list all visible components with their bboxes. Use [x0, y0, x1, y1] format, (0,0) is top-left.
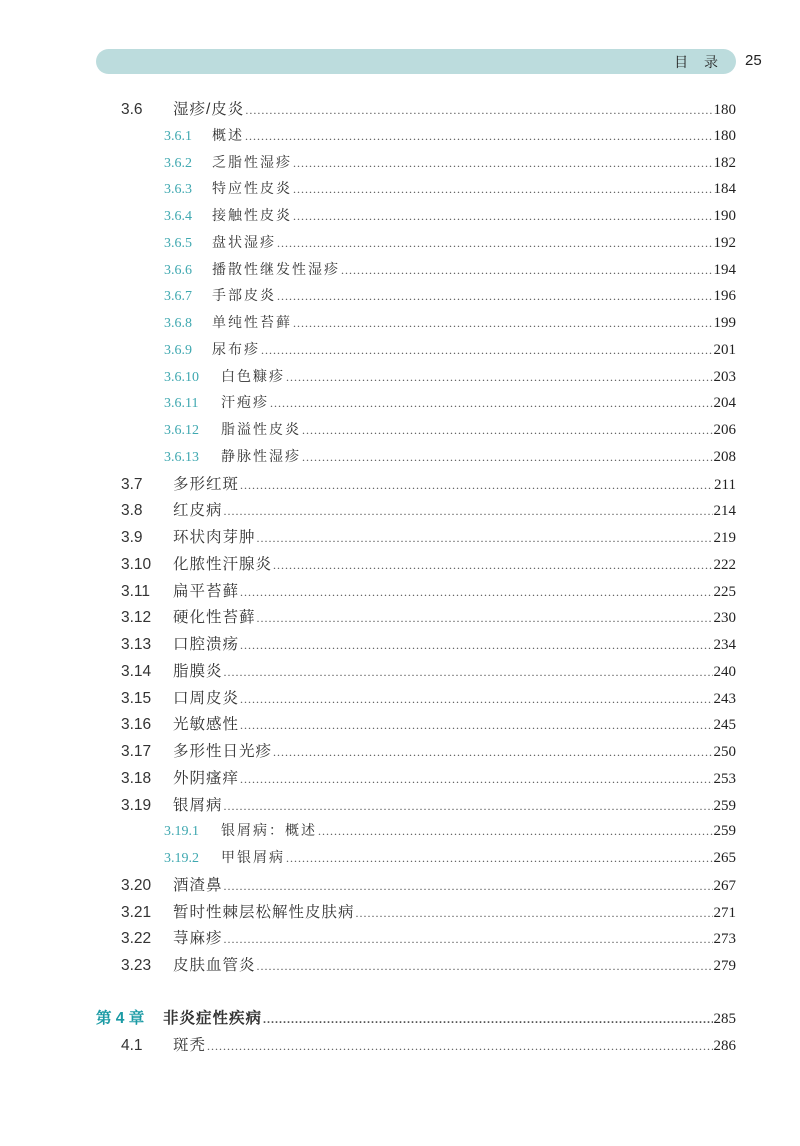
toc-leader-dots: [240, 712, 712, 739]
toc-leader-dots: [224, 873, 713, 900]
toc-subsection[interactable]: [164, 444, 736, 471]
toc-leader-dots: [302, 444, 713, 471]
toc-title: 化脓性汗腺炎: [173, 555, 273, 573]
toc-subsection[interactable]: [164, 150, 736, 177]
toc-subsection[interactable]: [164, 230, 736, 257]
toc-page-number: 273: [713, 931, 736, 948]
toc-page-number: 267: [713, 877, 736, 894]
toc-title: 银屑病：概述: [221, 824, 317, 840]
toc-page-number: 286: [713, 1037, 736, 1054]
toc-section[interactable]: [121, 604, 736, 631]
toc-title: 手部皮炎: [212, 289, 276, 305]
toc-subsection[interactable]: [164, 123, 736, 150]
toc-leader-dots: [273, 739, 712, 766]
toc-leader-dots: [270, 390, 713, 417]
toc-page-number: 259: [713, 797, 736, 814]
toc-title: 暂时性棘层松解性皮肤病: [173, 903, 355, 921]
toc-title: 盘状湿疹: [212, 235, 276, 251]
toc-subsection[interactable]: [164, 364, 736, 391]
toc-leader-dots: [293, 203, 713, 230]
toc-title: 光敏感性: [173, 716, 240, 734]
toc-section[interactable]: [121, 471, 736, 498]
toc-section[interactable]: [121, 524, 736, 551]
toc-number: 3.20: [121, 876, 152, 894]
toc-section[interactable]: [121, 872, 736, 899]
toc-subsection[interactable]: [164, 257, 736, 284]
toc-section[interactable]: [121, 685, 736, 712]
toc-title: 特应性皮炎: [212, 182, 292, 198]
toc-title: 接触性皮炎: [212, 209, 292, 224]
toc-number: 第 4 章: [96, 1009, 145, 1027]
toc-number: 3.6: [121, 101, 143, 118]
toc-leader-dots: [293, 310, 713, 337]
toc-number: 3.19.2: [164, 851, 199, 866]
toc-number: 3.19: [121, 796, 152, 814]
toc-page-number: 184: [713, 181, 736, 198]
toc-leader-dots: [224, 498, 713, 525]
toc-leader-dots: [286, 364, 713, 391]
toc-page-number: 259: [713, 823, 736, 840]
toc-page-number: 208: [713, 448, 736, 465]
toc-leader-dots: [224, 793, 713, 820]
toc-page-number: 192: [713, 234, 736, 251]
toc-number: 3.8: [121, 502, 143, 520]
toc-page-number: 245: [713, 717, 736, 734]
toc-number: 3.6.2: [164, 155, 192, 171]
toc-leader-dots: [257, 953, 713, 980]
toc-page-number: 219: [713, 530, 736, 546]
toc-number: 3.19.1: [164, 824, 199, 840]
toc-number: 3.17: [121, 743, 152, 760]
toc-number: 3.13: [121, 636, 152, 653]
toc-number: 3.6.5: [164, 235, 192, 251]
toc-subsection[interactable]: [164, 310, 736, 337]
toc-leader-dots: [224, 926, 713, 953]
toc-chapter[interactable]: [96, 1005, 736, 1032]
toc-page-number: 271: [713, 904, 736, 921]
toc-title: 红皮病: [173, 502, 223, 520]
toc-page-number: 253: [713, 770, 736, 787]
toc-section[interactable]: [121, 497, 736, 524]
toc-number: 3.6.3: [164, 182, 192, 198]
toc-number: 3.23: [121, 957, 152, 974]
toc-subsection[interactable]: [164, 417, 736, 444]
toc-subsection[interactable]: [164, 203, 736, 230]
toc-leader-dots: [207, 1033, 712, 1060]
toc-page-number: 201: [713, 341, 736, 358]
toc-title: 扁平苔藓: [173, 582, 240, 600]
toc-number: 3.18: [121, 769, 152, 787]
toc-section[interactable]: [121, 765, 736, 792]
toc-title: 概述: [212, 128, 244, 144]
toc-title: 白色糠疹: [221, 369, 285, 385]
toc-number: 3.6.13: [164, 449, 199, 465]
toc-section[interactable]: [121, 96, 736, 123]
toc-number: 3.15: [121, 689, 152, 707]
toc-page-number: 206: [713, 422, 736, 438]
toc-leader-dots: [263, 1006, 712, 1033]
toc-page-number: 234: [713, 637, 736, 653]
toc-section[interactable]: [121, 658, 736, 685]
toc-title: 环状肉芽肿: [173, 529, 256, 546]
toc-page-number: 214: [713, 503, 736, 520]
toc-page-number: 225: [713, 583, 736, 600]
toc-title: 硬化性苔藓: [173, 609, 256, 627]
toc-title: 酒渣鼻: [173, 876, 223, 894]
toc-title: 多形红斑: [173, 475, 240, 493]
toc-page-number: 265: [713, 850, 736, 866]
toc-subsection[interactable]: [164, 176, 736, 203]
toc-title: 甲银屑病: [221, 851, 285, 866]
toc-title: 单纯性苔藓: [212, 316, 292, 331]
toc-leader-dots: [277, 283, 713, 310]
toc-page-number: 204: [713, 395, 736, 412]
toc-section[interactable]: [121, 952, 736, 979]
toc-leader-dots: [224, 659, 713, 686]
toc-leader-dots: [261, 337, 713, 364]
toc-title: 银屑病: [173, 796, 223, 814]
toc-page-number: 194: [713, 261, 736, 278]
toc-number: 3.9: [121, 529, 143, 546]
toc-leader-dots: [318, 818, 713, 845]
toc-subsection[interactable]: [164, 818, 736, 845]
toc-section[interactable]: [121, 551, 736, 578]
toc-title: 尿布疹: [212, 342, 260, 358]
toc-number: 3.14: [121, 662, 152, 680]
toc-number: 3.6.9: [164, 342, 192, 358]
toc-page-number: 240: [713, 663, 736, 680]
toc-leader-dots: [240, 686, 712, 713]
toc-leader-dots: [240, 472, 713, 499]
toc-page-number: 180: [713, 127, 736, 144]
header-bar: [96, 49, 736, 74]
toc-number: 3.6.7: [164, 289, 192, 305]
toc-subsection[interactable]: [164, 283, 736, 310]
toc-leader-dots: [341, 257, 713, 284]
toc-number: 3.6.8: [164, 316, 192, 331]
toc-title: 静脉性湿疹: [221, 449, 301, 465]
toc-number: 3.21: [121, 903, 152, 921]
toc-leader-dots: [257, 525, 713, 552]
toc-title: 口腔溃疡: [173, 636, 240, 653]
toc-leader-dots: [293, 150, 713, 177]
toc-number: 3.6.11: [164, 396, 199, 412]
toc-page-number: 222: [713, 556, 736, 573]
toc-subsection[interactable]: [164, 390, 736, 417]
toc-leader-dots: [240, 766, 712, 793]
toc-number: 3.16: [121, 716, 152, 734]
toc-page-number: 190: [713, 208, 736, 224]
toc-page-number: 203: [713, 368, 736, 385]
toc-leader-dots: [302, 417, 713, 444]
toc-leader-dots: [273, 552, 712, 579]
toc-leader-dots: [286, 845, 713, 872]
toc-title: 播散性继发性湿疹: [212, 262, 340, 278]
toc-leader-dots: [240, 579, 712, 606]
toc-leader-dots: [293, 176, 713, 203]
toc-number: 3.6.12: [164, 423, 199, 438]
toc-page-number: 230: [713, 610, 736, 627]
toc-title: 多形性日光疹: [173, 743, 273, 760]
toc-page-number: 243: [713, 690, 736, 707]
toc-number: 4.1: [121, 1036, 143, 1054]
toc-section[interactable]: [121, 578, 736, 605]
toc-title: 湿疹/皮炎: [173, 101, 245, 118]
toc-number: 3.6.1: [164, 128, 192, 144]
toc-number: 3.6.4: [164, 209, 192, 224]
toc-number: 3.11: [121, 582, 151, 600]
page-number: 25: [745, 52, 762, 69]
toc-number: 3.6.6: [164, 262, 192, 278]
toc-title: 汗疱疹: [221, 396, 269, 412]
toc-leader-dots: [240, 632, 712, 659]
toc-title: 斑秃: [173, 1036, 207, 1054]
toc-page-number: 285: [713, 1010, 736, 1027]
toc-title: 皮肤血管炎: [173, 957, 256, 974]
toc-section[interactable]: [121, 899, 736, 926]
toc-title: 脂溢性皮炎: [221, 423, 301, 438]
toc-section[interactable]: [121, 792, 736, 819]
toc-page-number: 199: [713, 315, 736, 331]
toc-page-number: 196: [713, 288, 736, 305]
toc-number: 3.12: [121, 609, 152, 627]
toc-subsection[interactable]: [164, 845, 736, 872]
toc-title: 脂膜炎: [173, 662, 223, 680]
toc-title: 外阴瘙痒: [173, 769, 240, 787]
toc-page-number: 182: [713, 154, 736, 171]
toc-title: 乏脂性湿疹: [212, 155, 292, 171]
toc-section[interactable]: [121, 631, 736, 658]
toc-title: 非炎症性疾病: [163, 1009, 263, 1027]
toc-leader-dots: [257, 605, 713, 632]
toc-section[interactable]: [121, 711, 736, 738]
toc-page-number: 250: [713, 744, 736, 760]
toc-title: 口周皮炎: [173, 689, 240, 707]
header-title: 目 录: [674, 54, 724, 70]
toc-section[interactable]: [121, 925, 736, 952]
toc-number: 3.10: [121, 555, 152, 573]
toc-subsection[interactable]: [164, 337, 736, 364]
toc-number: 3.6.10: [164, 369, 199, 385]
toc-leader-dots: [245, 123, 713, 150]
toc-leader-dots: [356, 900, 713, 927]
toc-section[interactable]: [121, 738, 736, 765]
toc-leader-dots: [245, 97, 712, 124]
toc-page-number: 180: [713, 102, 736, 118]
toc-page-number: 211: [714, 476, 736, 493]
toc-title: 荨麻疹: [173, 930, 223, 948]
toc-number: 3.22: [121, 930, 152, 948]
toc-page-number: 279: [713, 958, 736, 974]
toc-number: 3.7: [121, 475, 143, 493]
toc-leader-dots: [277, 230, 713, 257]
toc-section[interactable]: [121, 1032, 736, 1059]
